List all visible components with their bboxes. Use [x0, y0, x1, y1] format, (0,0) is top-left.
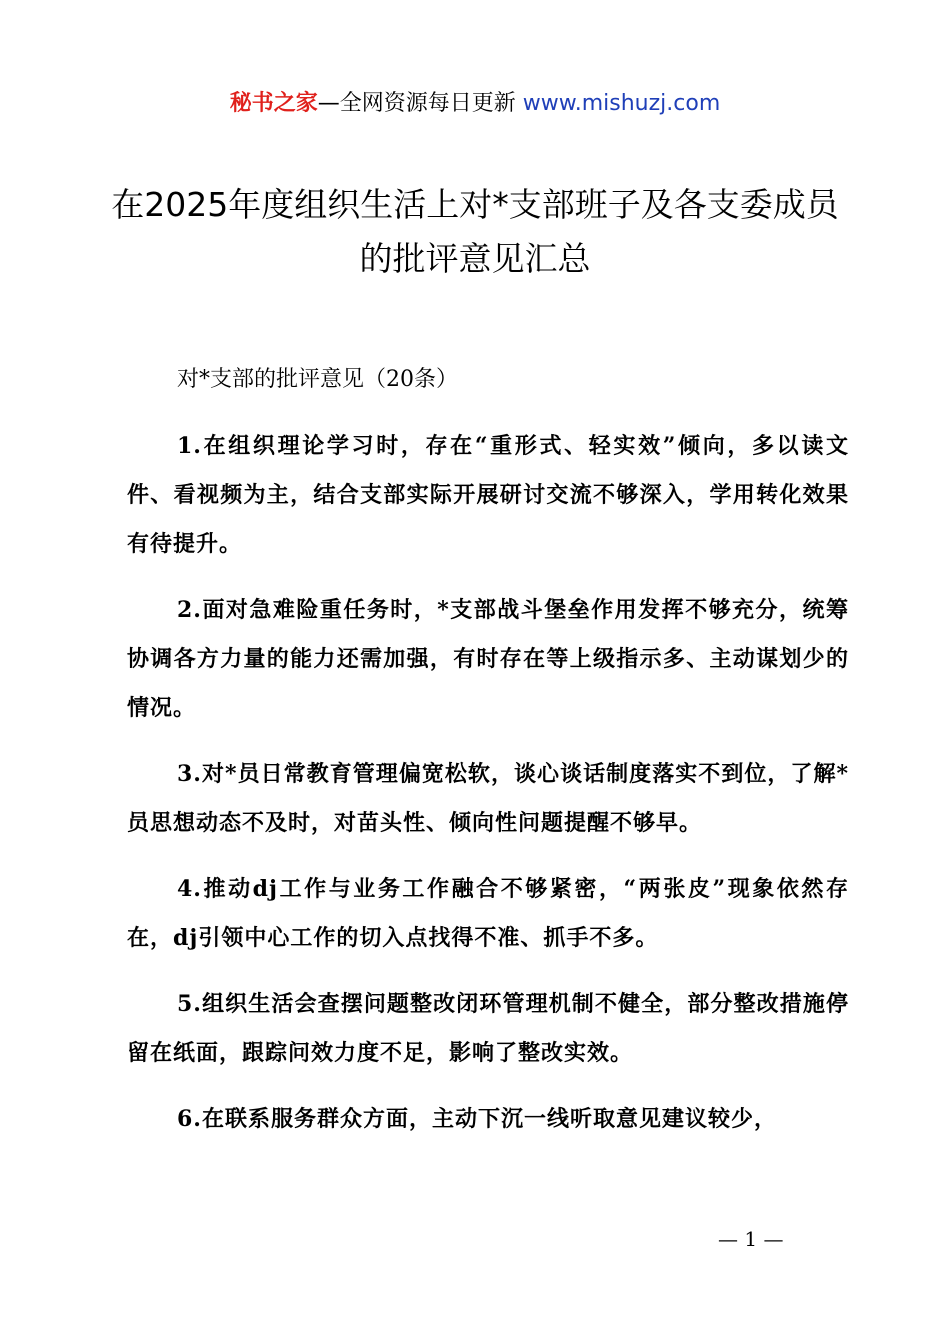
- section-heading: 对*支部的批评意见（20条）: [177, 367, 458, 392]
- list-item: 4.推动dj工作与业务工作融合不够紧密，“两张皮”现象依然存在，dj引领中心工作的切入点找得不准、抓手不多。: [127, 876, 849, 951]
- list-item: 1.在组织理论学习时，存在“重形式、轻实效”倾向，多以读文件、看视频为主，结合支部实际开展研讨交流不够深入，学用转化效果有待提升。: [127, 433, 849, 557]
- document-title: 在2025年度组织生活上对*支部班子及各支委成员的批评意见汇总: [111, 185, 839, 278]
- list-item: 3.对*员日常教育管理偏宽松软，谈心谈话制度落实不到位，了解*员思想动态不及时，对苗头性、倾向性问题提醒不够早。: [127, 761, 849, 836]
- criticism-list: [127, 422, 849, 1161]
- page-number: — 1 —: [718, 1227, 784, 1251]
- site-tagline: —全网资源每日更新: [317, 91, 523, 116]
- list-item: 2.面对急难险重任务时，*支部战斗堡垒作用发挥不够充分，统筹协调各方力量的能力还需加强，有时存在等上级指示多、主动谋划少的情况。: [127, 597, 849, 721]
- list-item: 6.在联系服务群众方面，主动下沉一线听取意见建议较少，: [177, 1106, 777, 1132]
- list-item: 5.组织生活会查摆问题整改闭环管理机制不健全，部分整改措施停留在纸面，跟踪问效力度不足，影响了整改实效。: [127, 991, 849, 1066]
- site-brand: 秘书之家: [229, 91, 318, 116]
- site-header: [0, 86, 950, 122]
- site-url-link[interactable]: www.mishuzj.com: [522, 91, 721, 116]
